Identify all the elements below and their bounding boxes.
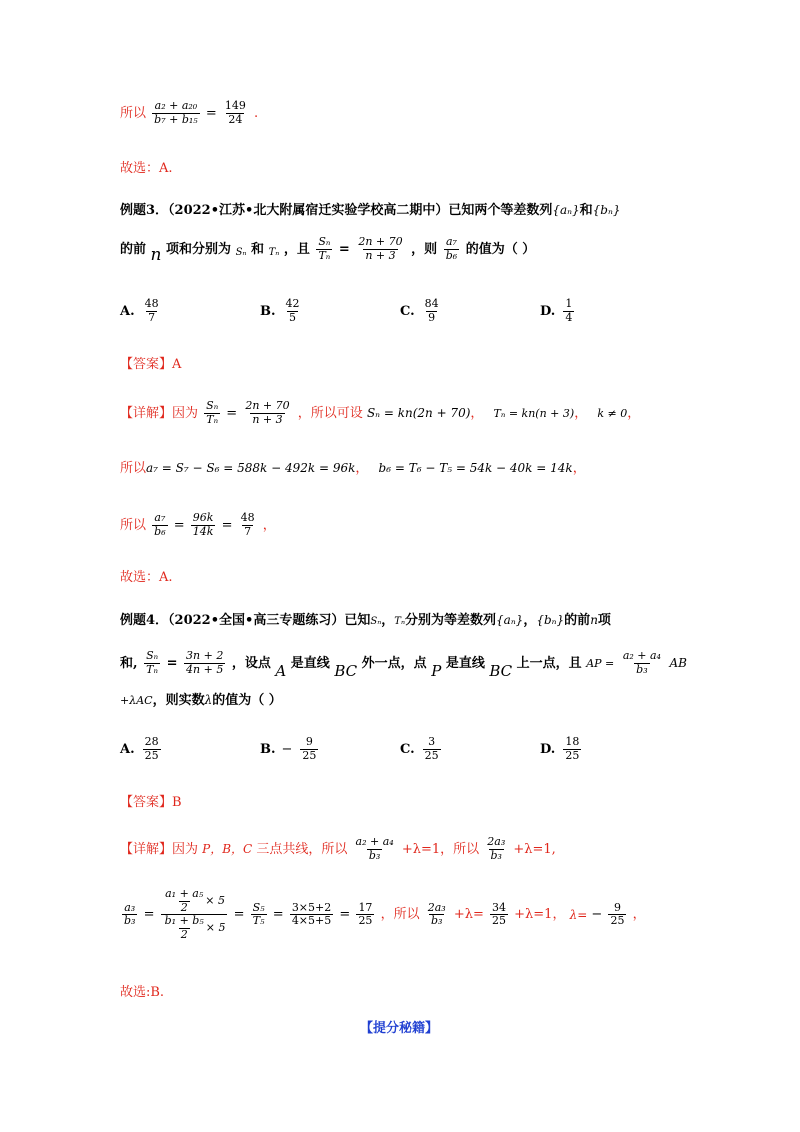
detail-3-line1: 【详解】因为 $\frac{\text{Sₙ}}{\text{Tₙ}}$ = $\frac{2n + 70}{n + 3}$ ，所以可设 Sₙ = kn(2n + 70)， Tₙ = kn(n + 3)， k ≠ 0，: [120, 399, 641, 426]
option-a: A. $\frac{48}{7}$: [120, 297, 159, 324]
example4-heading: 例题4．（2022•全国•高三专题练习）已知Sₙ，Tₙ分别为等差数列{aₙ}，{bₙ}的前n项: [120, 613, 611, 628]
option-b: B. $\frac{42}{5}$: [260, 297, 300, 324]
example4-condition: 和, $\frac{\text{Sₙ}}{\text{Tₙ}}$ = $\frac{3n + 2}{4n + 5}$ ，设点 A 是直线 BC 外一点，点 P 是直线 BC 上一点，且 AP = $\frac{\text{a₂ + a₄}}{\text{b₃}}$ AB: [120, 649, 687, 680]
answer-4: 【答案】B: [120, 795, 182, 810]
example3-heading: 例题3．（2022•江苏•北大附属宿迁实验学校高二期中）已知两个等差数列{aₙ}和{bₙ}: [120, 203, 621, 218]
section-footer-title: 【提分秘籍】: [360, 1021, 439, 1036]
example3-condition: 的前 n 项和分别为 Sₙ 和 Tₙ ，且 $\frac{\text{Sₙ}}{\text{Tₙ}}$ = $\frac{2n + 70}{n + 3}$ ，则 $\frac{\text{a₇}}{\text{b₆}}$ 的值为（ ）: [120, 235, 536, 265]
option-d: D. $\frac{1}{4}$: [540, 297, 573, 324]
conclusion-line: 所以 $\frac{\text{a₂ + a₂₀}}{\text{b₇ + b₁₅}}$ = $\frac{149}{24}$ .: [120, 99, 259, 126]
value-fraction: $\frac{149}{24}$: [224, 99, 246, 126]
option-c: C. $\frac{84}{9}$: [400, 297, 439, 324]
detail-4-line1: 【详解】因为 P，B，C 三点共线，所以 $\frac{\text{a₂ + a₄}}{\text{b₃}}$ +λ=1，所以 $\frac{\text{2a₃}}{\text{b₃}}$ +λ=1,: [120, 835, 556, 862]
choose-line-4: 故选:B.: [120, 985, 165, 1000]
choose-line-1: 故选：A.: [120, 161, 173, 176]
compound-fraction: $\frac{\text{a₁ + a₅}}{2}$ × 5 $\frac{\text{b₁ + b₅}}{2}$ × 5: [161, 888, 228, 942]
detail-3-line2: 所以a₇ = S₇ − S₆ = 588k − 492k = 96k， b₆ = T₆ − T₅ = 54k − 40k = 14k，: [120, 461, 586, 476]
example4-question: +λAC，则实数λ的值为（ ）: [120, 693, 282, 708]
detail-4-line2: $\frac{\text{a₃}}{\text{b₃}}$ = $\frac{\text{a₁ + a₅}}{2}$ × 5 $\frac{\text{b₁ + b₅}}{2}$ × 5 = $\frac{\text{S₅}}{\text{T₅}}$ = $\frac{3\times 5+2}{4\times 5+5}$ = $\frac{17}{25}$ ，所以 $\frac{\text{2a₃}}{\text{b₃}}$ +λ= $\frac{34}{25}$ +λ=1， λ= − $\frac{9}{25}$ ，: [124, 887, 646, 941]
choose-line-3: 故选：A.: [120, 570, 173, 585]
detail-3-line3: 所以 $\frac{\text{a₇}}{\text{b₆}}$ = $\frac{96k}{14k}$ = $\frac{48}{7}$ ，: [120, 511, 276, 538]
answer-3: 【答案】A: [120, 357, 182, 372]
option4-d: D. $\frac{18}{25}$: [540, 735, 580, 762]
option4-c: C. $\frac{3}{25}$: [400, 735, 439, 762]
option4-b: B. − $\frac{9}{25}$: [260, 735, 317, 762]
option4-a: A. $\frac{28}{25}$: [120, 735, 159, 762]
ratio-fraction: $\frac{\text{a₂ + a₂₀}}{\text{b₇ + b₁₅}}$: [154, 99, 198, 126]
